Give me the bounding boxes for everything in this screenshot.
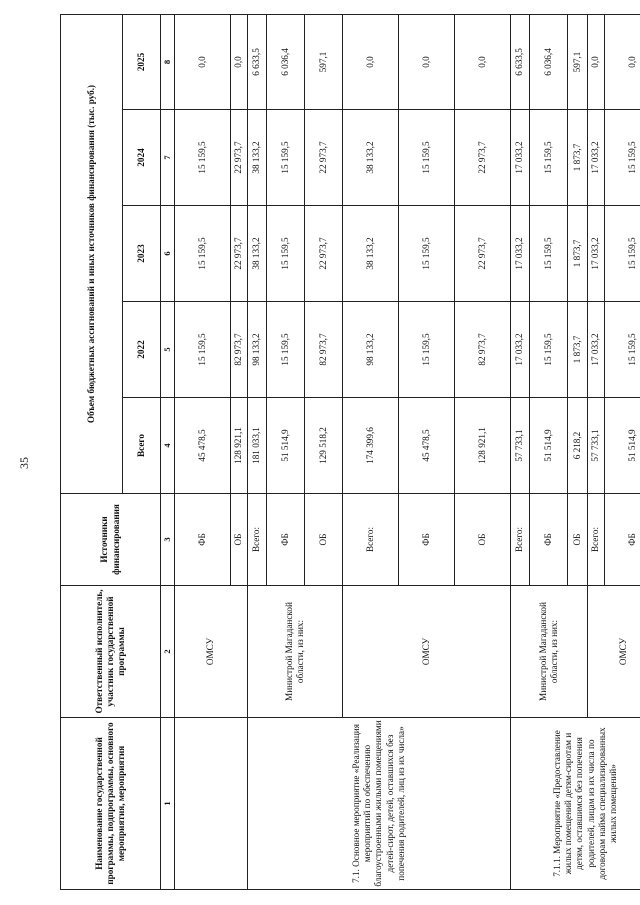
value-cell: 17 033,2: [511, 110, 530, 206]
header-year: 2022: [123, 302, 161, 398]
value-cell: 22 973,7: [231, 206, 248, 302]
value-cell: 22 973,7: [231, 110, 248, 206]
value-cell: 0,0: [399, 14, 455, 109]
value-cell: 57 733,1: [511, 398, 530, 494]
value-cell: 15 159,5: [399, 302, 455, 398]
table-row: [511, 14, 530, 889]
value-cell: 1 873,7: [568, 302, 588, 398]
source-cell: ФБ: [399, 494, 455, 586]
source-cell: ФБ: [530, 494, 568, 586]
column-number: 5: [161, 302, 175, 398]
value-cell: 17 033,2: [588, 110, 605, 206]
value-cell: 38 133,2: [343, 206, 399, 302]
header-year: Всего: [123, 398, 161, 494]
table-wrapper: [60, 15, 637, 890]
source-cell: ФБ: [175, 494, 231, 586]
value-cell: 597,1: [568, 14, 588, 109]
source-cell: ФБ: [267, 494, 305, 586]
rotated-table-container: [60, 15, 637, 890]
value-cell: 82 973,7: [231, 302, 248, 398]
value-cell: 45 478,5: [399, 398, 455, 494]
value-cell: 0,0: [588, 14, 605, 109]
value-cell: 128 921,1: [455, 398, 511, 494]
executor-cell: [175, 586, 248, 718]
value-cell: 15 159,5: [399, 110, 455, 206]
value-cell: 22 973,7: [455, 110, 511, 206]
value-cell: 129 518,2: [305, 398, 343, 494]
value-cell: 15 159,5: [267, 302, 305, 398]
header-source: Источники финансирования: [61, 494, 161, 586]
header-executor: Ответственный исполнитель, участник государственной программы: [61, 586, 161, 718]
value-cell: 1 873,7: [568, 110, 588, 206]
executor-cell: ОМСУ: [588, 586, 640, 718]
value-cell: 98 133,2: [343, 302, 399, 398]
column-number: 7: [161, 110, 175, 206]
column-number: 2: [161, 586, 175, 718]
value-cell: 0,0: [175, 14, 231, 109]
value-cell: 0,0: [231, 14, 248, 109]
executor-cell: Министрой Магаданской области, из них:: [511, 586, 588, 718]
column-number: 6: [161, 206, 175, 302]
value-cell: 15 159,5: [175, 110, 231, 206]
value-cell: 15 159,5: [530, 302, 568, 398]
value-cell: 0,0: [605, 14, 640, 109]
executor-omsu: ОМСУ: [205, 637, 216, 666]
header-year: 2023: [123, 206, 161, 302]
value-cell: 22 973,7: [305, 206, 343, 302]
value-cell: 51 514,9: [530, 398, 568, 494]
value-cell: 22 973,7: [305, 110, 343, 206]
value-cell: 17 033,2: [588, 206, 605, 302]
source-cell: ОБ: [231, 494, 248, 586]
value-cell: 15 159,5: [267, 206, 305, 302]
value-cell: 597,1: [305, 14, 343, 109]
value-cell: 57 733,1: [588, 398, 605, 494]
measure-7-1-1-name: 7.1.1. Мероприятие «Предоставление жилых помещений детям-сиротам и детям, оставшимся без попечения родителей, лицам из их числа по договорам найма специализированных жилых помещений»: [511, 718, 640, 890]
value-cell: 45 478,5: [175, 398, 231, 494]
measure-7-1-name: 7.1. Основное мероприятие «Реализация мероприятий по обеспечению благоустроенными жилыми помещениями детей-сирот, детей, оставшихся без попечения родителей, лиц из их числа»: [248, 718, 511, 890]
header-row-1: [61, 14, 123, 889]
source-cell: ОБ: [455, 494, 511, 586]
header-name: Наименование государственной программы, подпрограммы, основного мероприятия, мероприятия: [61, 718, 161, 890]
source-cell: ОБ: [568, 494, 588, 586]
value-cell: 15 159,5: [175, 206, 231, 302]
table-row: [175, 14, 231, 889]
value-cell: 15 159,5: [175, 302, 231, 398]
source-cell: Всего:: [248, 494, 267, 586]
value-cell: 15 159,5: [530, 110, 568, 206]
value-cell: 15 159,5: [267, 110, 305, 206]
value-cell: 98 133,2: [248, 302, 267, 398]
page-number: 35: [16, 457, 31, 469]
value-cell: 0,0: [455, 14, 511, 109]
column-number-row: [161, 14, 175, 889]
value-cell: 17 033,2: [511, 302, 530, 398]
value-cell: 82 973,7: [455, 302, 511, 398]
source-cell: Всего:: [588, 494, 605, 586]
column-number: 8: [161, 14, 175, 109]
value-cell: 6 633,5: [248, 14, 267, 109]
value-cell: 15 159,5: [605, 206, 640, 302]
column-number: 1: [161, 718, 175, 890]
value-cell: 174 399,6: [343, 398, 399, 494]
value-cell: 17 033,2: [588, 302, 605, 398]
value-cell: 22 973,7: [455, 206, 511, 302]
value-cell: 6 036,4: [530, 14, 568, 109]
value-cell: 15 159,5: [605, 110, 640, 206]
value-cell: 6 218,2: [568, 398, 588, 494]
header-year: 2025: [123, 14, 161, 109]
name-cell-empty: [175, 718, 248, 890]
header-year: 2024: [123, 110, 161, 206]
executor-cell: Министрой Магаданской области, из них:: [248, 586, 343, 718]
value-cell: 6 036,4: [267, 14, 305, 109]
header-funding: Объем бюджетных ассигнований и иных источников финансирования (тыс. руб.): [61, 14, 123, 493]
value-cell: 82 973,7: [305, 302, 343, 398]
executor-cell: ОМСУ: [343, 586, 511, 718]
value-cell: 15 159,5: [605, 302, 640, 398]
table-row: [248, 14, 267, 889]
value-cell: 6 633,5: [511, 14, 530, 109]
value-cell: 15 159,5: [530, 206, 568, 302]
source-cell: ОБ: [305, 494, 343, 586]
funding-table: [60, 14, 640, 890]
value-cell: 0,0: [343, 14, 399, 109]
value-cell: 51 514,9: [267, 398, 305, 494]
value-cell: 38 133,2: [248, 206, 267, 302]
value-cell: 181 033,1: [248, 398, 267, 494]
value-cell: 17 033,2: [511, 206, 530, 302]
source-cell: ФБ: [605, 494, 640, 586]
value-cell: 15 159,5: [399, 206, 455, 302]
value-cell: 51 514,9: [605, 398, 640, 494]
column-number: 3: [161, 494, 175, 586]
source-cell: Всего:: [343, 494, 399, 586]
source-cell: Всего:: [511, 494, 530, 586]
value-cell: 128 921,1: [231, 398, 248, 494]
value-cell: 38 133,2: [343, 110, 399, 206]
column-number: 4: [161, 398, 175, 494]
value-cell: 1 873,7: [568, 206, 588, 302]
value-cell: 38 133,2: [248, 110, 267, 206]
